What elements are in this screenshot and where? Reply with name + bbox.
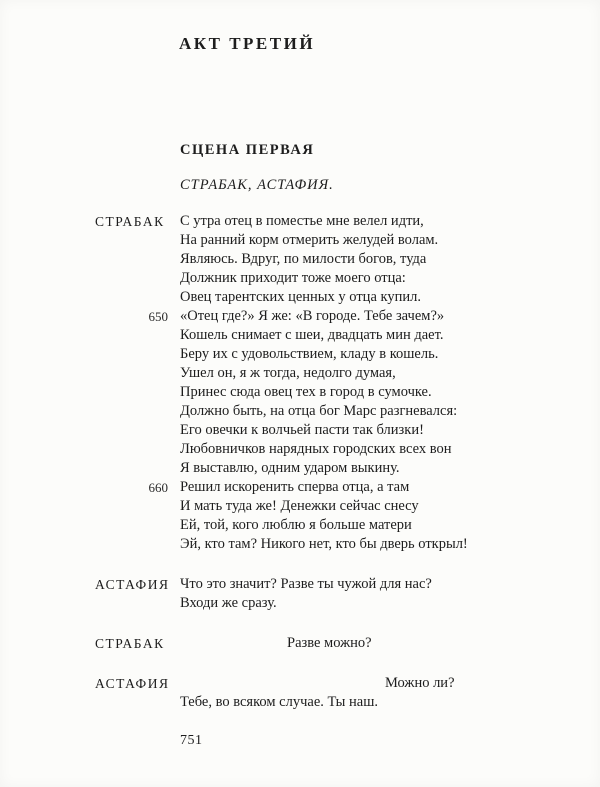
verse-line bbox=[180, 326, 545, 345]
verse-line bbox=[180, 674, 545, 693]
verse-line bbox=[180, 345, 545, 364]
verse-text: Кошель снимает с шеи, двадцать мин дает. bbox=[180, 327, 444, 343]
verse-text: Эй, кто там? Никого нет, кто бы дверь открыл! bbox=[180, 536, 468, 552]
act-title: АКТ ТРЕТИЙ bbox=[179, 34, 316, 53]
verse-line bbox=[180, 250, 545, 269]
scene-title: СЦЕНА ПЕРВАЯ bbox=[180, 142, 315, 158]
verse-line bbox=[180, 269, 545, 288]
verse-line bbox=[148, 478, 545, 497]
verse-text: Решил искоренить сперва отца, а там bbox=[180, 479, 410, 495]
verse-text: Принес сюда овец тех в город в сумочке. bbox=[180, 384, 432, 400]
verse-line bbox=[180, 497, 545, 516]
speech-lines bbox=[180, 575, 600, 613]
verse-text: И мать туда же! Денежки сейчас снесу bbox=[180, 498, 419, 514]
verse-text: С утра отец в поместье мне велел идти, bbox=[180, 213, 424, 229]
verse-line bbox=[180, 459, 545, 478]
speech-lines bbox=[180, 634, 600, 653]
verse-text: Разве можно? bbox=[287, 635, 372, 651]
verse-text: Ей, той, кого люблю я больше матери bbox=[180, 517, 412, 533]
verse-line bbox=[180, 421, 545, 440]
verse-line bbox=[180, 535, 545, 554]
verse-line bbox=[180, 288, 545, 307]
verse-line bbox=[180, 212, 545, 231]
speaker-name: АСТАФИЯ bbox=[95, 676, 170, 691]
verse-text: Должник приходит тоже моего отца: bbox=[180, 270, 406, 286]
speeches bbox=[0, 212, 600, 712]
verse-text: Должно быть, на отца бог Марс разгневался: bbox=[180, 403, 458, 419]
verse-line bbox=[180, 634, 545, 653]
characters-line: СТРАБАК, АСТАФИЯ. bbox=[180, 177, 334, 193]
speech-block bbox=[0, 634, 600, 653]
speaker-name: СТРАБАК bbox=[95, 214, 165, 229]
line-number: 650 bbox=[148, 309, 168, 324]
verse-line bbox=[180, 402, 545, 421]
verse-line bbox=[180, 231, 545, 250]
verse-line bbox=[148, 307, 545, 326]
verse-line bbox=[180, 383, 545, 402]
verse-line bbox=[180, 575, 545, 594]
speech-block bbox=[0, 575, 600, 613]
speaker-name: СТРАБАК bbox=[95, 636, 165, 651]
verse-line bbox=[180, 440, 545, 459]
verse-text: Я выставлю, одним ударом выкину. bbox=[180, 460, 400, 476]
verse-text: Входи же сразу. bbox=[180, 595, 277, 611]
page-number: 751 bbox=[180, 733, 203, 748]
verse-text: Что это значит? Разве ты чужой для нас? bbox=[180, 576, 432, 592]
verse-text: Любовничков нарядных городских всех вон bbox=[180, 441, 452, 457]
speech-block bbox=[0, 674, 600, 712]
verse-text: Ушел он, я ж тогда, недолго думая, bbox=[180, 365, 396, 381]
verse-line bbox=[180, 364, 545, 383]
verse-text: Являюсь. Вдруг, по милости богов, туда bbox=[180, 251, 427, 267]
verse-text: Его овечки к волчьей пасти так близки! bbox=[180, 422, 424, 438]
speech-lines bbox=[180, 674, 600, 712]
verse-line bbox=[180, 693, 545, 712]
line-number: 660 bbox=[148, 480, 168, 495]
verse-text: Можно ли? bbox=[385, 675, 455, 691]
verse-line bbox=[180, 594, 545, 613]
verse-line bbox=[180, 516, 545, 535]
verse-text: Беру их с удовольствием, кладу в кошель. bbox=[180, 346, 439, 362]
verse-text: На ранний корм отмерить желудей волам. bbox=[180, 232, 439, 248]
verse-text: «Отец где?» Я же: «В городе. Тебе зачем?» bbox=[180, 308, 445, 324]
verse-text: Овец тарентских ценных у отца купил. bbox=[180, 289, 421, 305]
speaker-name: АСТАФИЯ bbox=[95, 577, 170, 592]
speech-block bbox=[0, 212, 600, 554]
speech-lines bbox=[148, 212, 600, 554]
verse-text: Тебе, во всяком случае. Ты наш. bbox=[180, 694, 379, 710]
